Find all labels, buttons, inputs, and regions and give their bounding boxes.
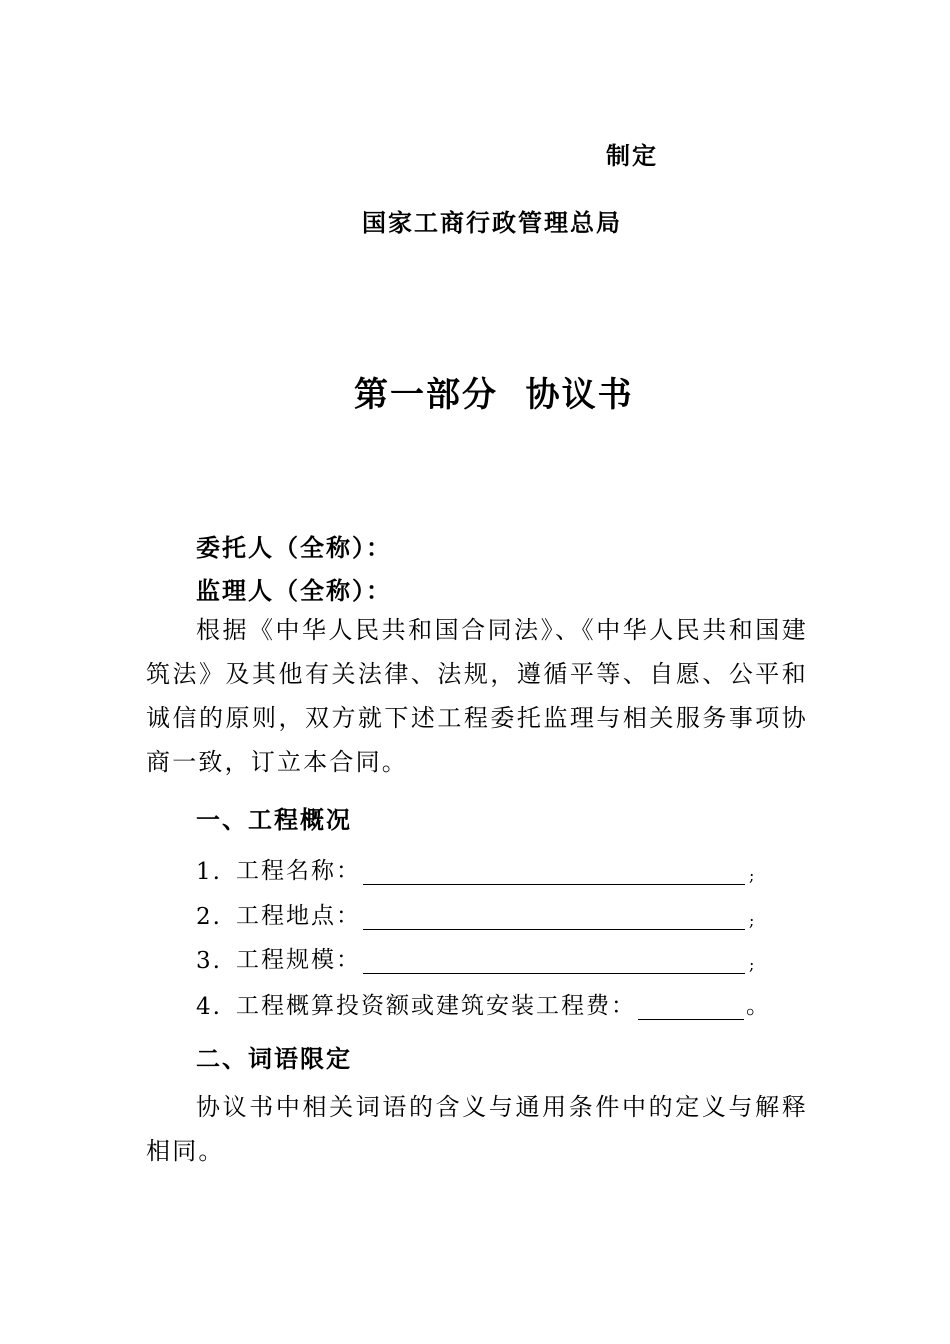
supervisor-label: 监理人（全称）： (196, 576, 392, 605)
section2-paragraph: 协议书中相关词语的含义与通用条件中的定义与解释相同。 (146, 1093, 808, 1165)
project-name-input[interactable] (363, 862, 745, 885)
issuer-name: 国家工商行政管理总局 (362, 208, 622, 237)
field-number: 2. (196, 904, 222, 930)
part-title: 第一部分 协议书 (354, 375, 634, 415)
field-project-investment (196, 987, 771, 1020)
field-end: ; (748, 911, 757, 930)
field-number: 3. (196, 948, 222, 974)
section1-heading: 一、工程概况 (196, 805, 352, 834)
field-project-location (196, 897, 756, 930)
project-scale-input[interactable] (363, 951, 745, 974)
field-end: ; (748, 955, 757, 974)
field-end: ; (748, 866, 757, 885)
issuer-suffix: 制定 (606, 141, 658, 170)
field-number: 4. (196, 994, 222, 1020)
project-location-input[interactable] (363, 907, 745, 930)
field-label: 工程地点： (235, 903, 361, 929)
field-label: 工程规模： (235, 947, 361, 973)
field-project-name (196, 852, 756, 885)
project-investment-input[interactable] (638, 997, 744, 1020)
field-project-scale (196, 941, 756, 974)
field-end: 。 (745, 993, 771, 1019)
intro-paragraph: 根据《中华人民共和国合同法》、《中华人民共和国建筑法》及其他有关法律、法规，遵循平等、自愿、公平和诚信的原则，双方就下述工程委托监理与相关服务事项协商一致，订立本合同。 (146, 616, 808, 776)
field-label: 工程名称： (235, 858, 361, 884)
field-number: 1. (196, 859, 222, 885)
field-label: 工程概算投资额或建筑安装工程费： (235, 993, 636, 1019)
section2-heading: 二、词语限定 (196, 1044, 352, 1073)
principal-label: 委托人（全称）： (196, 533, 392, 562)
